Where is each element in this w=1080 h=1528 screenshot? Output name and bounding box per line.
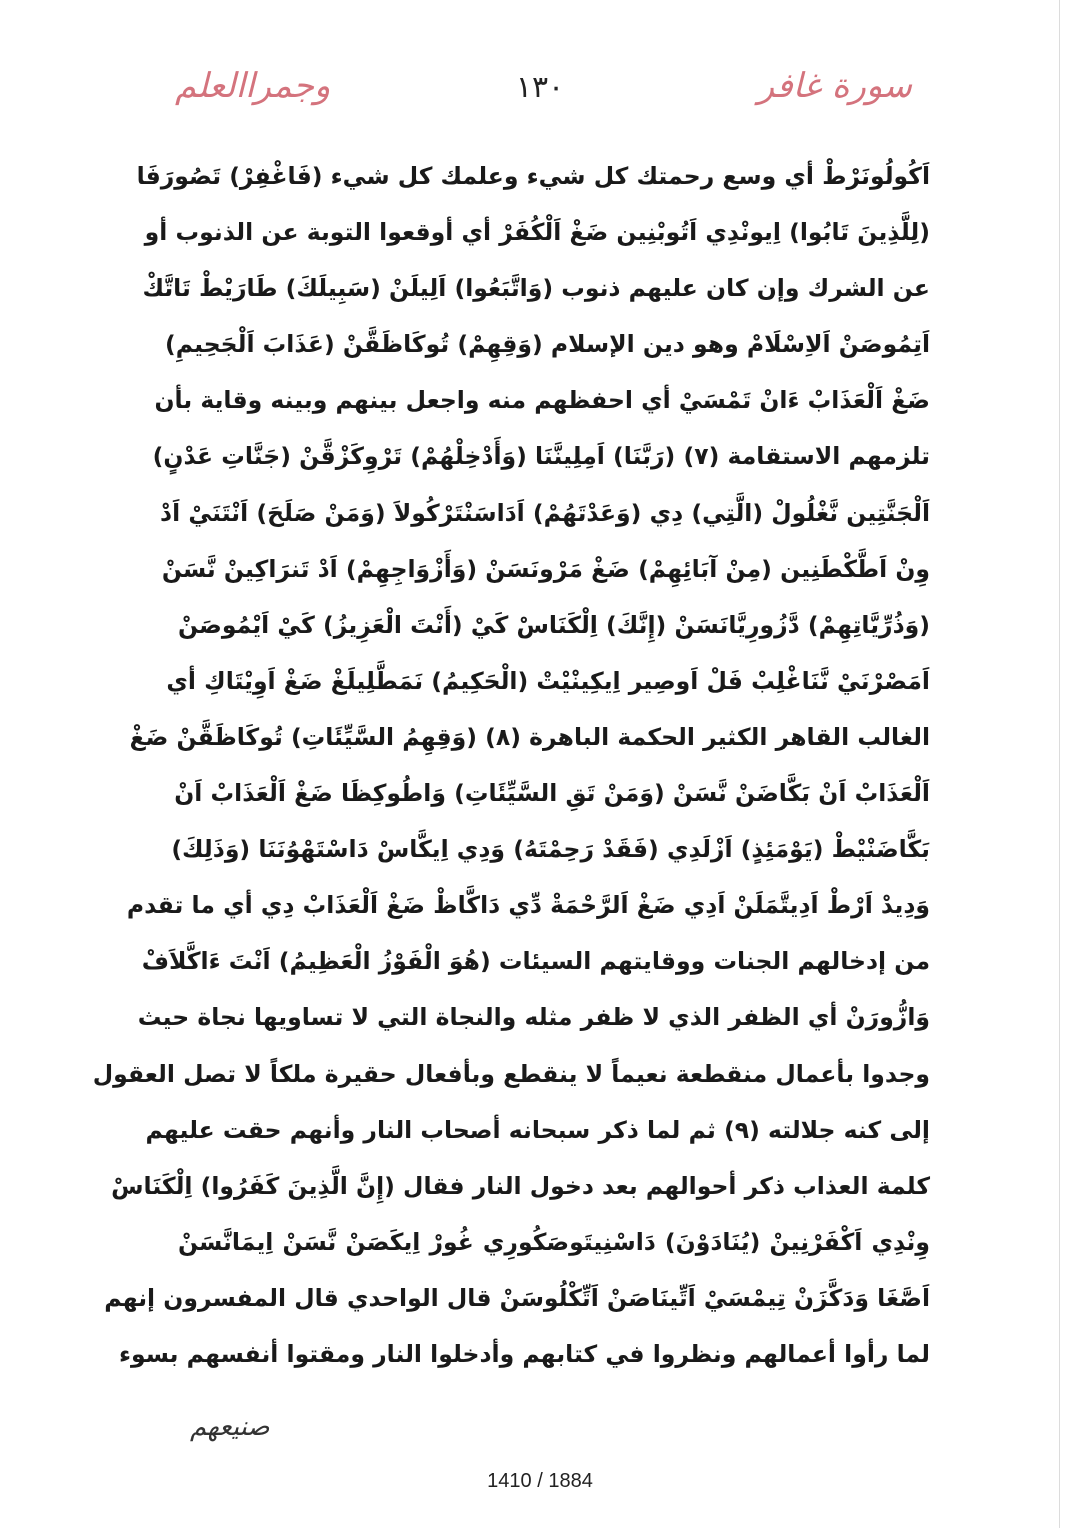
header-left-note: وجمراالعلم bbox=[175, 66, 331, 106]
text-line: لما رأوا أعمالهم ونظروا في كتابهم وأدخلوا النار ومقتوا أنفسهم بسوء bbox=[119, 1339, 930, 1368]
text-line: اَلْجَنَّتِين نَّغْلُولْ (الَّتِي) دِي (وَعَدْتَهُمْ) اَدَاسَنْتَرْكُولاَ (وَمَنْ صَلَحَ) اَنْتَنَيْ اَدْ bbox=[160, 498, 930, 527]
text-line: إلى كنه جلالته (٩) ثم لما ذكر سبحانه أصحاب النار وأنهم حقت عليهم bbox=[145, 1115, 930, 1144]
text-line: كلمة العذاب ذكر أحوالهم بعد دخول النار فقال (إِنَّ الَّذِينَ كَفَرُوا) اِلْكَنَاسْ bbox=[111, 1171, 930, 1200]
text-line: اَلْعَذَابْ اَنْ بَكَّاضَنْ نَّسَنْ (وَمَنْ تَقِ السَّيِّئَاتِ) وَاطُوكِظَا ضَغْ اَلْعَذَابْ اَنْ bbox=[174, 779, 930, 808]
text-line: تلزمهم الاستقامة (٧) (رَبَّنَا) اَمِلِينَّنَا (وَأَدْخِلْهُمْ) تَرْوِكَزْقَّنْ (جَنَّاتِ عَدْنٍ) bbox=[152, 442, 930, 471]
text-line: وجدوا بأعمال منقطعة نعيماً لا ينقطع وبأفعال حقيرة ملكاً لا تصل العقول bbox=[92, 1059, 930, 1088]
text-line: بَكَّاضَنْيْطْ (يَوْمَئِذٍ) اَزْلَدِي (فَقَدْ رَحِمْتَهُ) وَدِي اِيكَّاسْ دَاسْتَهْوُنَنَا (وَذَلِكَ) bbox=[171, 835, 930, 864]
text-line: (لِلَّذِينَ تَابُوا) اِيونْدِي اَتُوبْنِين ضَغْ اَلْكُفَرْ أي أوقعوا التوبة عن الذنوب أو bbox=[144, 218, 930, 247]
page-counter: 1410 / 1884 bbox=[487, 1470, 593, 1492]
surah-title-note: سورة غافر bbox=[757, 66, 912, 106]
page-edge-divider bbox=[1059, 0, 1060, 1528]
catchword: صنيعهم bbox=[190, 1412, 270, 1442]
text-line: اَتِمُوصَنْ اَلاِسْلَامْ وهو دين الإسلام (وَقِهِمْ) تُوكَاظَقَّنْ (عَذَابَ اَلْجَحِيمِ) bbox=[164, 330, 930, 359]
page-number: ١٣٠ bbox=[515, 70, 565, 105]
text-line: وَدِيدْ اَرْطْ اَدِيتَّمَلَنْ اَدِي ضَغْ اَلرَّحْمَةْ دِّي دَاكَّاظْ ضَغْ اَلْعَذَابْ دِي أي ما تقدم bbox=[126, 891, 930, 920]
text-line: من إدخالهم الجنات ووقايتهم السيئات (هُوَ الْفَوْزُ الْعَظِيمُ) اَنْتَ ءَاكَّلاَفْ bbox=[141, 947, 930, 976]
text-line: وَازُّورَنْ أي الظفر الذي لا ظفر مثله والنجاة التي لا تساويها نجاة حيث bbox=[137, 1003, 930, 1032]
body-text bbox=[92, 148, 930, 1382]
text-line: اَكُولُونَرْطْ أي وسع رحمتك كل شيء وعلمك كل شيء (فَاغْفِرْ) تَصُورَفَا bbox=[136, 162, 930, 190]
text-line: اَمَصْرْنَيْ نَّنَاغْلِبْ فَلْ اَوصِير اِيكِينْيْتْ (الْحَكِيمُ) نَمَطَّلِيلَغْ ضَغْ اَوِيْتَاكِ أي bbox=[166, 666, 930, 695]
text-line: وِنْدِي اَكْفَرْنِينْ (يُنَادَوْنَ) دَاسْنِيتَوصَكُورِي غُورْ اِيكَصَنْ نَّسَنْ اِيمَانَّسَنْ bbox=[178, 1227, 930, 1256]
text-line: الغالب القاهر الكثير الحكمة الباهرة (٨) (وَقِهِمُ السَّيِّئَاتِ) تُوكَاظَقَّنْ ضَغْ bbox=[129, 722, 930, 751]
text-line: (وَذُرِّيَّاتِهِمْ) دَّزُورِيَّانَسَنْ (إِنَّكَ) اِلْكَنَاسْ كَيْ (أَنْتَ الْعَزِيزُ) كَيْ اَيْمُوصَنْ bbox=[178, 610, 930, 639]
text-line: عن الشرك وإن كان عليهم ذنوب (وَاتَّبَعُوا) اَلِيلَنْ (سَبِيلَكَ) طَارَيْطْ تَاتَّكْ bbox=[142, 274, 930, 303]
text-line: اَصَّغَا وَدَكَّزَنْ تِيمْسَيْ اَتِّينَاصَنْ اَتِّكْلُوسَنْ قال الواحدي قال المفسرون إنهم bbox=[104, 1283, 930, 1312]
text-line: وِنْ اَطَّكْطَنِين (مِنْ آبَائِهِمْ) ضَغْ مَرْونَسَنْ (وَأَزْوَاجِهِمْ) اَدْ تَنرَاكِينْ نَّسَنْ bbox=[161, 554, 930, 583]
text-line: ضَغْ اَلْعَذَابْ ءَانْ تَمْسَيْ أي احفظهم منه واجعل بينهم وبينه وقاية بأن bbox=[154, 386, 930, 415]
